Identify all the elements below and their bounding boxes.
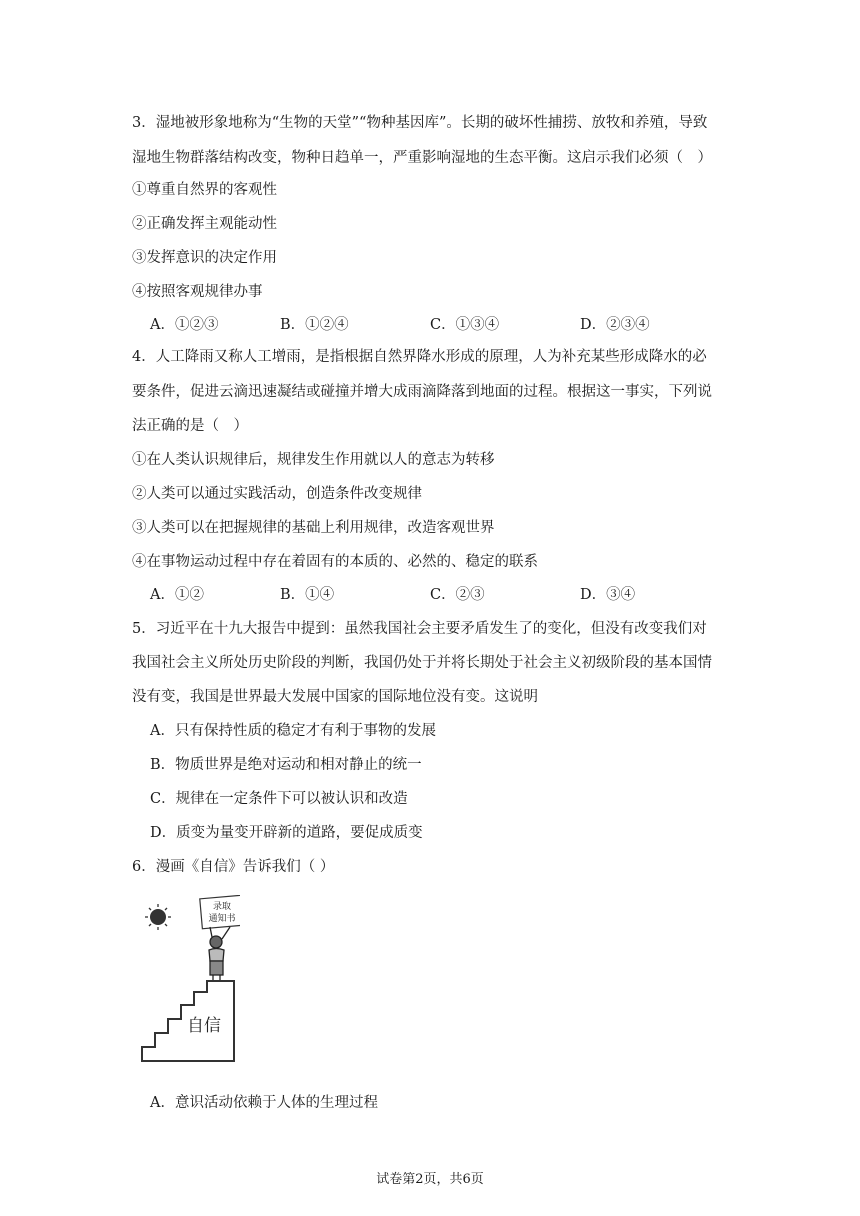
- q5-option-a[interactable]: A．只有保持性质的稳定才有利于事物的发展: [150, 723, 436, 739]
- q3-options: [150, 315, 710, 335]
- q5-stem-line-2: 我国社会主义所处历史阶段的判断，我国仍处于并将长期处于社会主义初级阶段的基本国情: [132, 655, 712, 671]
- q4-option-d[interactable]: D．③④: [580, 587, 636, 603]
- admission-notice: [200, 895, 240, 929]
- q4-stem-line-3: 法正确的是（ ）: [132, 418, 248, 434]
- q6-stem: 6．漫画《自信》告诉我们（ ）: [132, 859, 335, 875]
- q5-option-b[interactable]: B．物质世界是绝对运动和相对静止的统一: [150, 757, 422, 773]
- page-footer: 试卷第2页，共6页: [376, 1172, 484, 1187]
- q4-item-1: ①在人类认识规律后，规律发生作用就以人的意志为转移: [132, 452, 495, 468]
- q3-option-b[interactable]: B．①②④: [280, 317, 349, 333]
- sun-icon: [145, 904, 171, 930]
- q4-item-2: ②人类可以通过实践活动，创造条件改变规律: [132, 486, 422, 502]
- q4-options: [150, 585, 710, 605]
- q4-option-a[interactable]: A．①②: [150, 587, 204, 603]
- notice-label-2: 通知书: [208, 914, 236, 924]
- q3-item-4: ④按照客观规律办事: [132, 284, 263, 300]
- q3-item-2: ②正确发挥主观能动性: [132, 216, 277, 232]
- q5-stem-line-3: 没有变，我国是世界最大发展中国家的国际地位没有变。这说明: [132, 689, 538, 705]
- notice-label-1: 录取: [212, 902, 232, 912]
- q3-option-c[interactable]: C．①③④: [430, 317, 500, 333]
- q5-stem-line-1: 5．习近平在十九大报告中提到：虽然我国社会主要矛盾发生了的变化，但没有改变我们对: [132, 621, 707, 637]
- q4-item-4: ④在事物运动过程中存在着固有的本质的、必然的、稳定的联系: [132, 554, 538, 570]
- q3-stem-line-2: 湿地生物群落结构改变，物种日趋单一，严重影响湿地的生态平衡。这启示我们必须（ ）: [132, 150, 712, 166]
- staircase-label: 自信: [187, 1016, 221, 1036]
- q4-stem-line-1: 4．人工降雨又称人工增雨，是指根据自然界降水形成的原理，人为补充某些形成降水的必: [132, 349, 707, 365]
- q6-option-a[interactable]: A．意识活动依赖于人体的生理过程: [150, 1095, 378, 1111]
- q4-item-3: ③人类可以在把握规律的基础上利用规律，改造客观世界: [132, 520, 495, 536]
- q3-option-d[interactable]: D．②③④: [580, 317, 650, 333]
- q5-option-d[interactable]: D．质变为量变开辟新的道路，要促成质变: [150, 825, 423, 841]
- q3-option-a[interactable]: A．①②③: [150, 317, 219, 333]
- q5-option-c[interactable]: C．规律在一定条件下可以被认识和改造: [150, 791, 408, 807]
- q3-stem-line-1: 3．湿地被形象地称为“生物的天堂”“物种基因库”。长期的破坏性捕捞、放牧和养殖，导致: [132, 115, 708, 131]
- q3-item-3: ③发挥意识的决定作用: [132, 250, 277, 266]
- q4-stem-line-2: 要条件，促进云滴迅速凝结或碰撞并增大成雨滴降落到地面的过程。根据这一事实，下列说: [132, 384, 712, 400]
- person-figure: [209, 927, 230, 981]
- confidence-cartoon: [138, 895, 240, 1065]
- q4-option-b[interactable]: B．①④: [280, 587, 335, 603]
- q4-option-c[interactable]: C．②③: [430, 587, 485, 603]
- q3-item-1: ①尊重自然界的客观性: [132, 182, 277, 198]
